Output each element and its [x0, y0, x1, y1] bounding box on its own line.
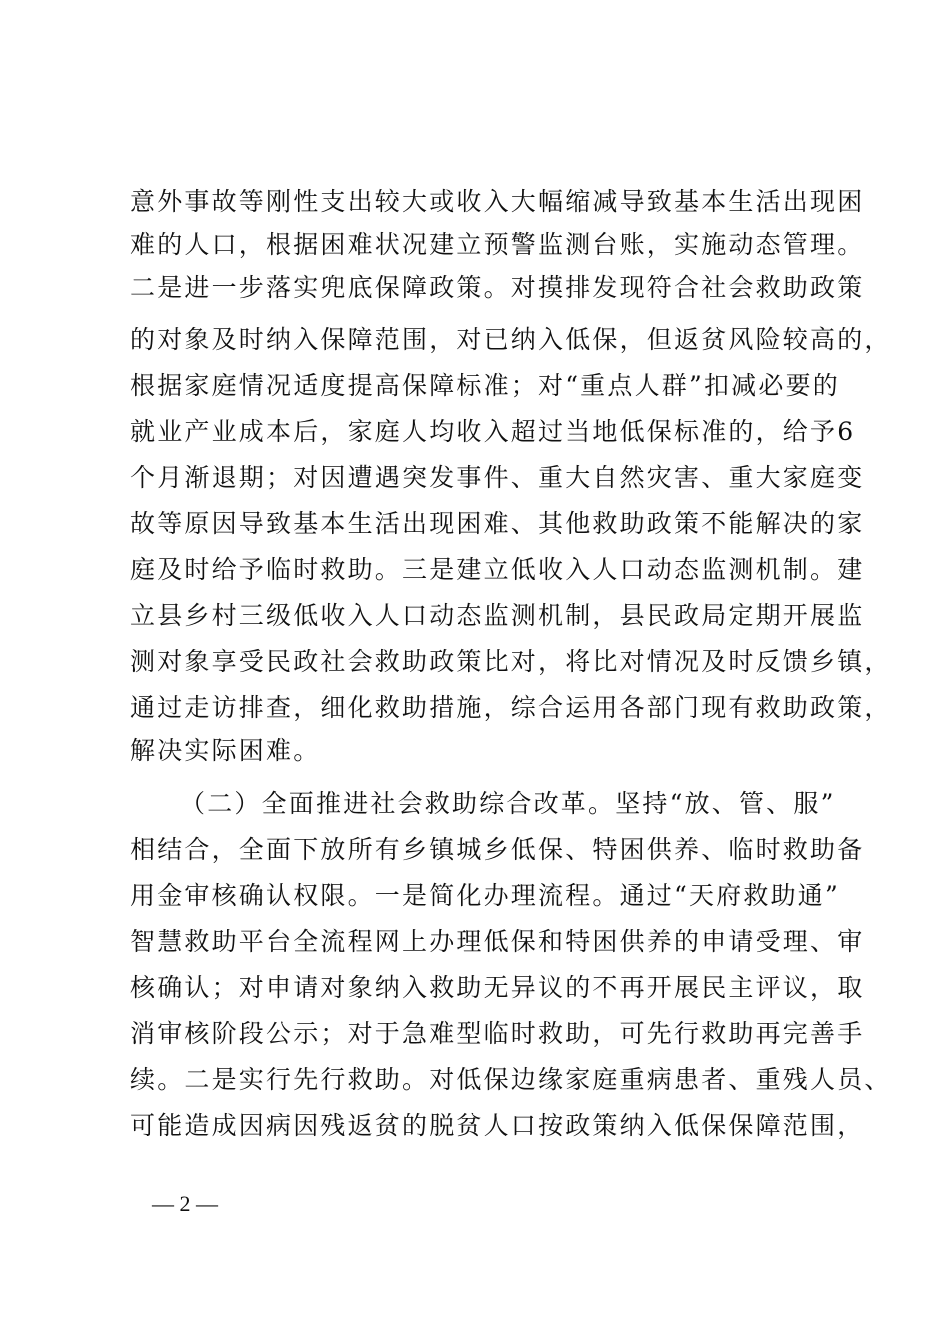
body-line-13: 解决实际困难。	[130, 736, 321, 765]
body-line-15: 相结合，全面下放所有乡镇城乡低保、特困供养、临时救助备	[130, 835, 865, 864]
section-heading-line: （二）全面推进社会救助综合改革。坚持“放、管、服”	[180, 789, 836, 818]
body-line-20: 续。二是实行先行救助。对低保边缘家庭重病患者、重残人员、	[130, 1065, 892, 1094]
body-line-9: 庭及时给予临时救助。三是建立低收入人口动态监测机制。建	[130, 555, 865, 584]
body-line-3: 二是进一步落实兜底保障政策。对摸排发现符合社会救助政策	[130, 273, 865, 302]
body-line-19: 消审核阶段公示；对于急难型临时救助，可先行救助再完善手	[130, 1019, 865, 1048]
body-line-17: 智慧救助平台全流程网上办理低保和特困供养的申请受理、审	[130, 927, 865, 956]
page-number: — 2 —	[152, 1191, 218, 1216]
body-line-12: 通过走访排查，细化救助措施，综合运用各部门现有救助政策，	[130, 693, 892, 722]
body-line-6: 就业产业成本后，家庭人均收入超过当地低保标准的，给予6	[130, 417, 856, 446]
body-line-16: 用金审核确认权限。一是简化办理流程。通过“天府救助通”	[130, 881, 840, 910]
body-line-4: 的对象及时纳入保障范围，对已纳入低保，但返贫风险较高的，	[130, 325, 892, 354]
body-line-8: 故等原因导致基本生活出现困难、其他救助政策不能解决的家	[130, 509, 865, 538]
body-line-10: 立县乡村三级低收入人口动态监测机制，县民政局定期开展监	[130, 601, 865, 630]
body-line-5: 根据家庭情况适度提高保障标准；对“重点人群”扣减必要的	[130, 371, 840, 400]
body-line-1: 意外事故等刚性支出较大或收入大幅缩减导致基本生活出现困	[130, 187, 865, 216]
body-line-2: 难的人口，根据困难状况建立预警监测台账，实施动态管理。	[130, 230, 865, 259]
body-line-21: 可能造成因病因残返贫的脱贫人口按政策纳入低保保障范围，	[130, 1111, 865, 1140]
body-line-11: 测对象享受民政社会救助政策比对，将比对情况及时反馈乡镇，	[130, 647, 892, 676]
body-line-18: 核确认；对申请对象纳入救助无异议的不再开展民主评议，取	[130, 973, 865, 1002]
body-line-7: 个月渐退期；对因遭遇突发事件、重大自然灾害、重大家庭变	[130, 463, 865, 492]
